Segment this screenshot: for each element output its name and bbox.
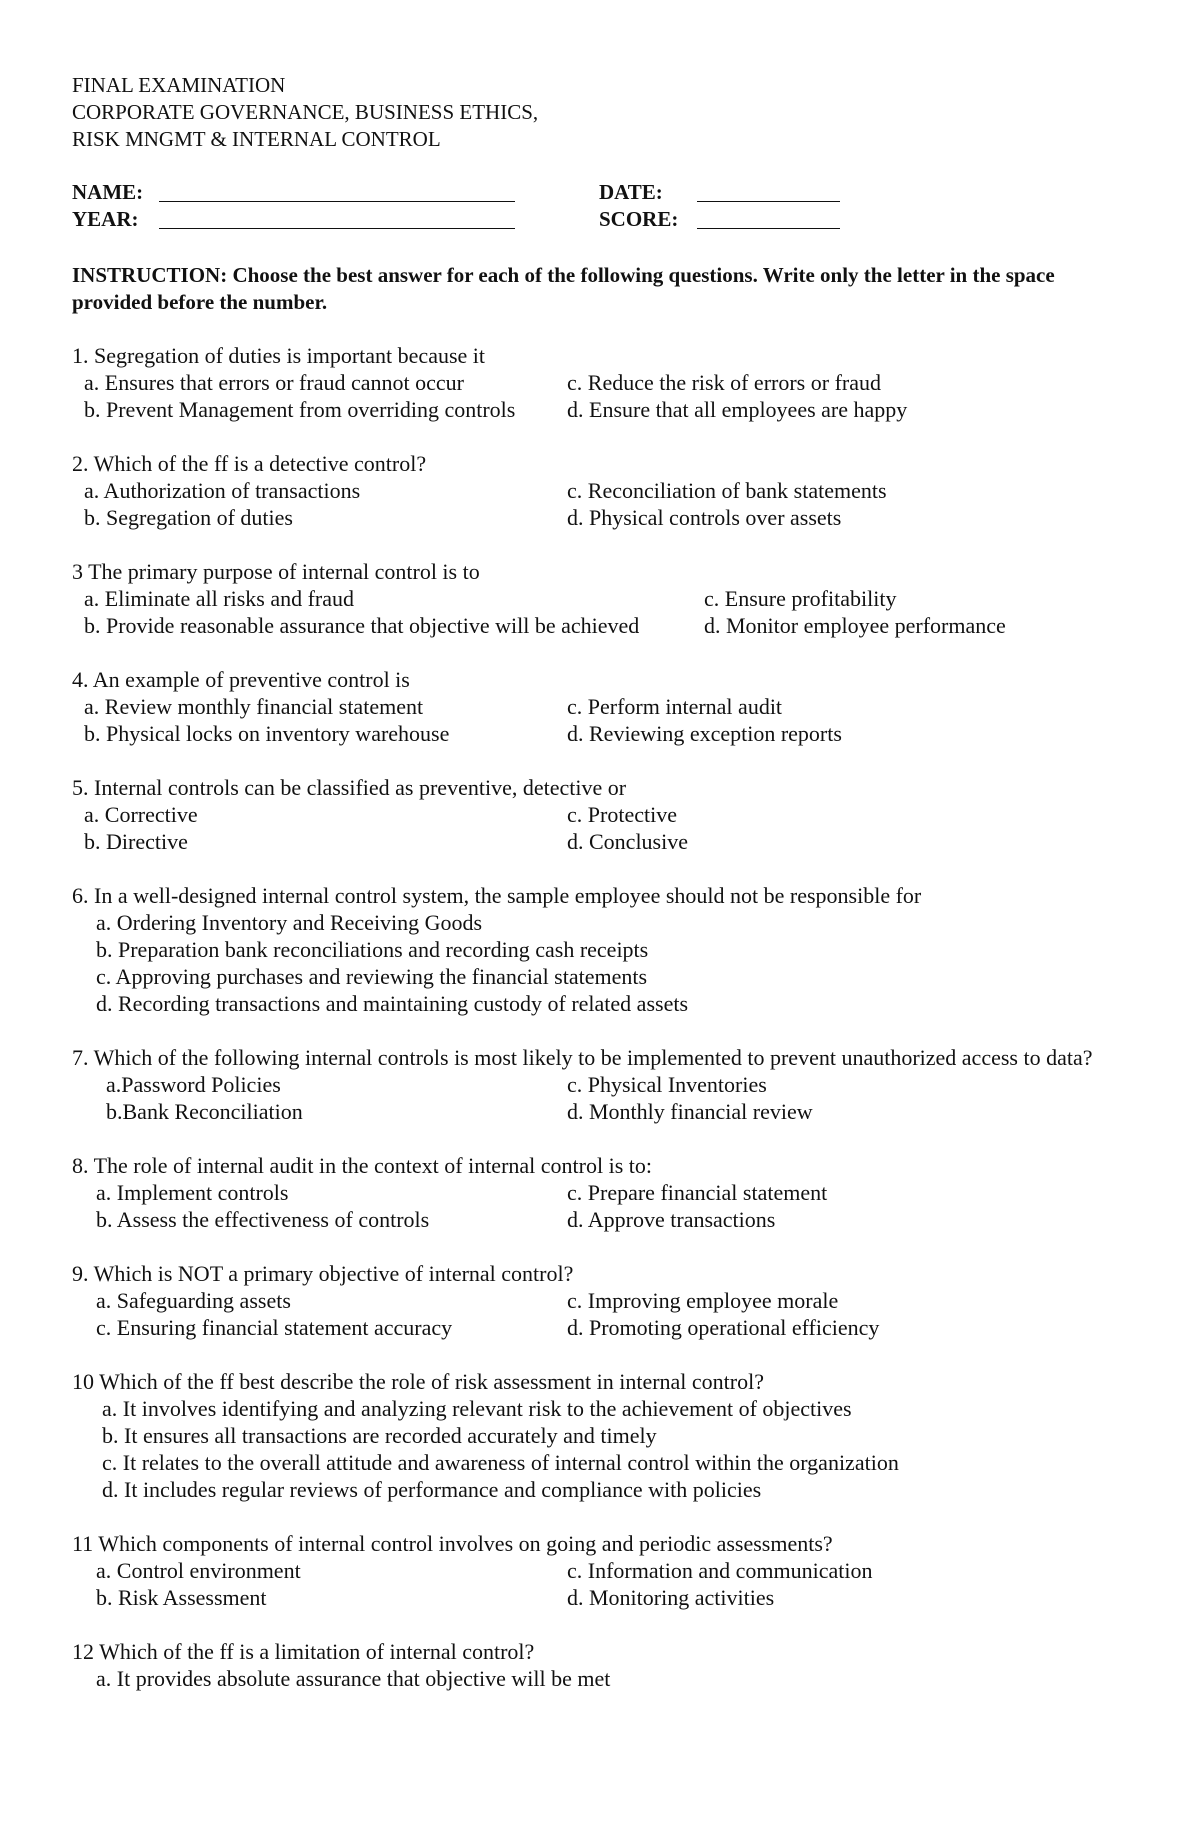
- question-text: 3 The primary purpose of internal control is to: [72, 559, 480, 584]
- option-a: a. It involves identifying and analyzing relevant risk to the achievement of objectives: [102, 1396, 852, 1421]
- question-text: 10 Which of the ff best describe the role of risk assessment in internal control?: [72, 1369, 764, 1394]
- instruction-text: INSTRUCTION: Choose the best answer for each of the following questions. Write only the letter in the space provided before the number.: [72, 263, 1055, 314]
- option-c: c. Physical Inventories: [567, 1072, 767, 1097]
- option-b: b. Risk Assessment: [96, 1585, 267, 1610]
- course-title-line-2: RISK MNGMT & INTERNAL CONTROL: [72, 127, 441, 151]
- question-text: 11 Which components of internal control involves on going and periodic assessments?: [72, 1531, 833, 1556]
- option-a: a.Password Policies: [106, 1072, 281, 1097]
- option-b: b. Preparation bank reconciliations and recording cash receipts: [96, 937, 649, 962]
- question-text: 4. An example of preventive control is: [72, 667, 410, 692]
- question-text: 6. In a well-designed internal control system, the sample employee should not be responsible for: [72, 883, 922, 908]
- exam-header: [72, 72, 538, 153]
- option-b: b. Segregation of duties: [84, 505, 293, 530]
- date-label: DATE:: [599, 180, 663, 204]
- question-list: [72, 342, 1142, 1719]
- option-c: c. Reduce the risk of errors or fraud: [567, 370, 881, 395]
- option-c: c. Ensure profitability: [704, 586, 897, 611]
- question-text: 8. The role of internal audit in the context of internal control is to:: [72, 1153, 652, 1178]
- date-blank-line[interactable]: [697, 201, 840, 202]
- question-12: [72, 1638, 1142, 1692]
- option-c: c. Protective: [567, 802, 677, 827]
- name-blank-line[interactable]: [159, 201, 515, 202]
- option-a: a. Safeguarding assets: [96, 1288, 291, 1313]
- option-d: d. It includes regular reviews of performance and compliance with policies: [102, 1477, 762, 1502]
- question-4: [72, 666, 1142, 747]
- question-text: 9. Which is NOT a primary objective of internal control?: [72, 1261, 574, 1286]
- option-d: d. Promoting operational efficiency: [567, 1315, 880, 1340]
- option-d: d. Reviewing exception reports: [567, 721, 842, 746]
- option-c: c. Improving employee morale: [567, 1288, 839, 1313]
- question-text: 7. Which of the following internal controls is most likely to be implemented to prevent unauthorized access to data?: [72, 1045, 1093, 1070]
- question-6: [72, 882, 1142, 1017]
- option-c: c. Approving purchases and reviewing the financial statements: [96, 964, 648, 989]
- option-a: a. It provides absolute assurance that objective will be met: [96, 1666, 611, 1691]
- question-text: 2. Which of the ff is a detective control?: [72, 451, 427, 476]
- option-c: c. Prepare financial statement: [567, 1180, 828, 1205]
- question-5: [72, 774, 1142, 855]
- question-text: 5. Internal controls can be classified as preventive, detective or: [72, 775, 627, 800]
- option-c: c. Information and communication: [567, 1558, 873, 1583]
- question-10: [72, 1368, 1142, 1503]
- option-a: a. Corrective: [84, 802, 198, 827]
- question-7: [72, 1044, 1142, 1125]
- exam-title: FINAL EXAMINATION: [72, 73, 286, 97]
- year-blank-line[interactable]: [159, 228, 515, 229]
- option-a: a. Implement controls: [96, 1180, 289, 1205]
- question-1: [72, 342, 1142, 423]
- question-9: [72, 1260, 1142, 1341]
- student-info-fields: [72, 179, 1132, 233]
- question-text: 1. Segregation of duties is important because it: [72, 343, 486, 368]
- question-2: [72, 450, 1142, 531]
- option-d: d. Physical controls over assets: [567, 505, 842, 530]
- question-8: [72, 1152, 1142, 1233]
- name-label: NAME:: [72, 180, 144, 204]
- option-b: b.Bank Reconciliation: [106, 1099, 303, 1124]
- option-d: d. Conclusive: [567, 829, 688, 854]
- option-c: c. It relates to the overall attitude and awareness of internal control within the organization: [102, 1450, 899, 1475]
- option-b: b. Assess the effectiveness of controls: [96, 1207, 430, 1232]
- option-d: d. Ensure that all employees are happy: [567, 397, 908, 422]
- option-d: d. Monitor employee performance: [704, 613, 1006, 638]
- question-text: 12 Which of the ff is a limitation of internal control?: [72, 1639, 535, 1664]
- option-c: c. Reconciliation of bank statements: [567, 478, 887, 503]
- option-a: a. Control environment: [96, 1558, 301, 1583]
- option-d: d. Recording transactions and maintaining custody of related assets: [96, 991, 689, 1016]
- score-blank-line[interactable]: [697, 228, 840, 229]
- year-label: YEAR:: [72, 207, 139, 231]
- option-c-left: c. Ensuring financial statement accuracy: [96, 1315, 453, 1340]
- option-b: b. Prevent Management from overriding controls: [84, 397, 516, 422]
- question-11: [72, 1530, 1142, 1611]
- course-title-line-1: CORPORATE GOVERNANCE, BUSINESS ETHICS,: [72, 100, 539, 124]
- option-c: c. Perform internal audit: [567, 694, 783, 719]
- option-a: a. Authorization of transactions: [84, 478, 361, 503]
- option-a: a. Eliminate all risks and fraud: [84, 586, 355, 611]
- option-a: a. Ordering Inventory and Receiving Goods: [96, 910, 483, 935]
- option-d: d. Approve transactions: [567, 1207, 776, 1232]
- option-d: d. Monthly financial review: [567, 1099, 813, 1124]
- option-b: b. Provide reasonable assurance that objective will be achieved: [84, 613, 640, 638]
- option-a: a. Review monthly financial statement: [84, 694, 424, 719]
- question-3: [72, 558, 1142, 639]
- option-b: b. Physical locks on inventory warehouse: [84, 721, 450, 746]
- score-label: SCORE:: [599, 207, 679, 231]
- option-b: b. Directive: [84, 829, 188, 854]
- option-b: b. It ensures all transactions are recorded accurately and timely: [102, 1423, 657, 1448]
- option-d: d. Monitoring activities: [567, 1585, 775, 1610]
- option-a: a. Ensures that errors or fraud cannot occur: [84, 370, 464, 395]
